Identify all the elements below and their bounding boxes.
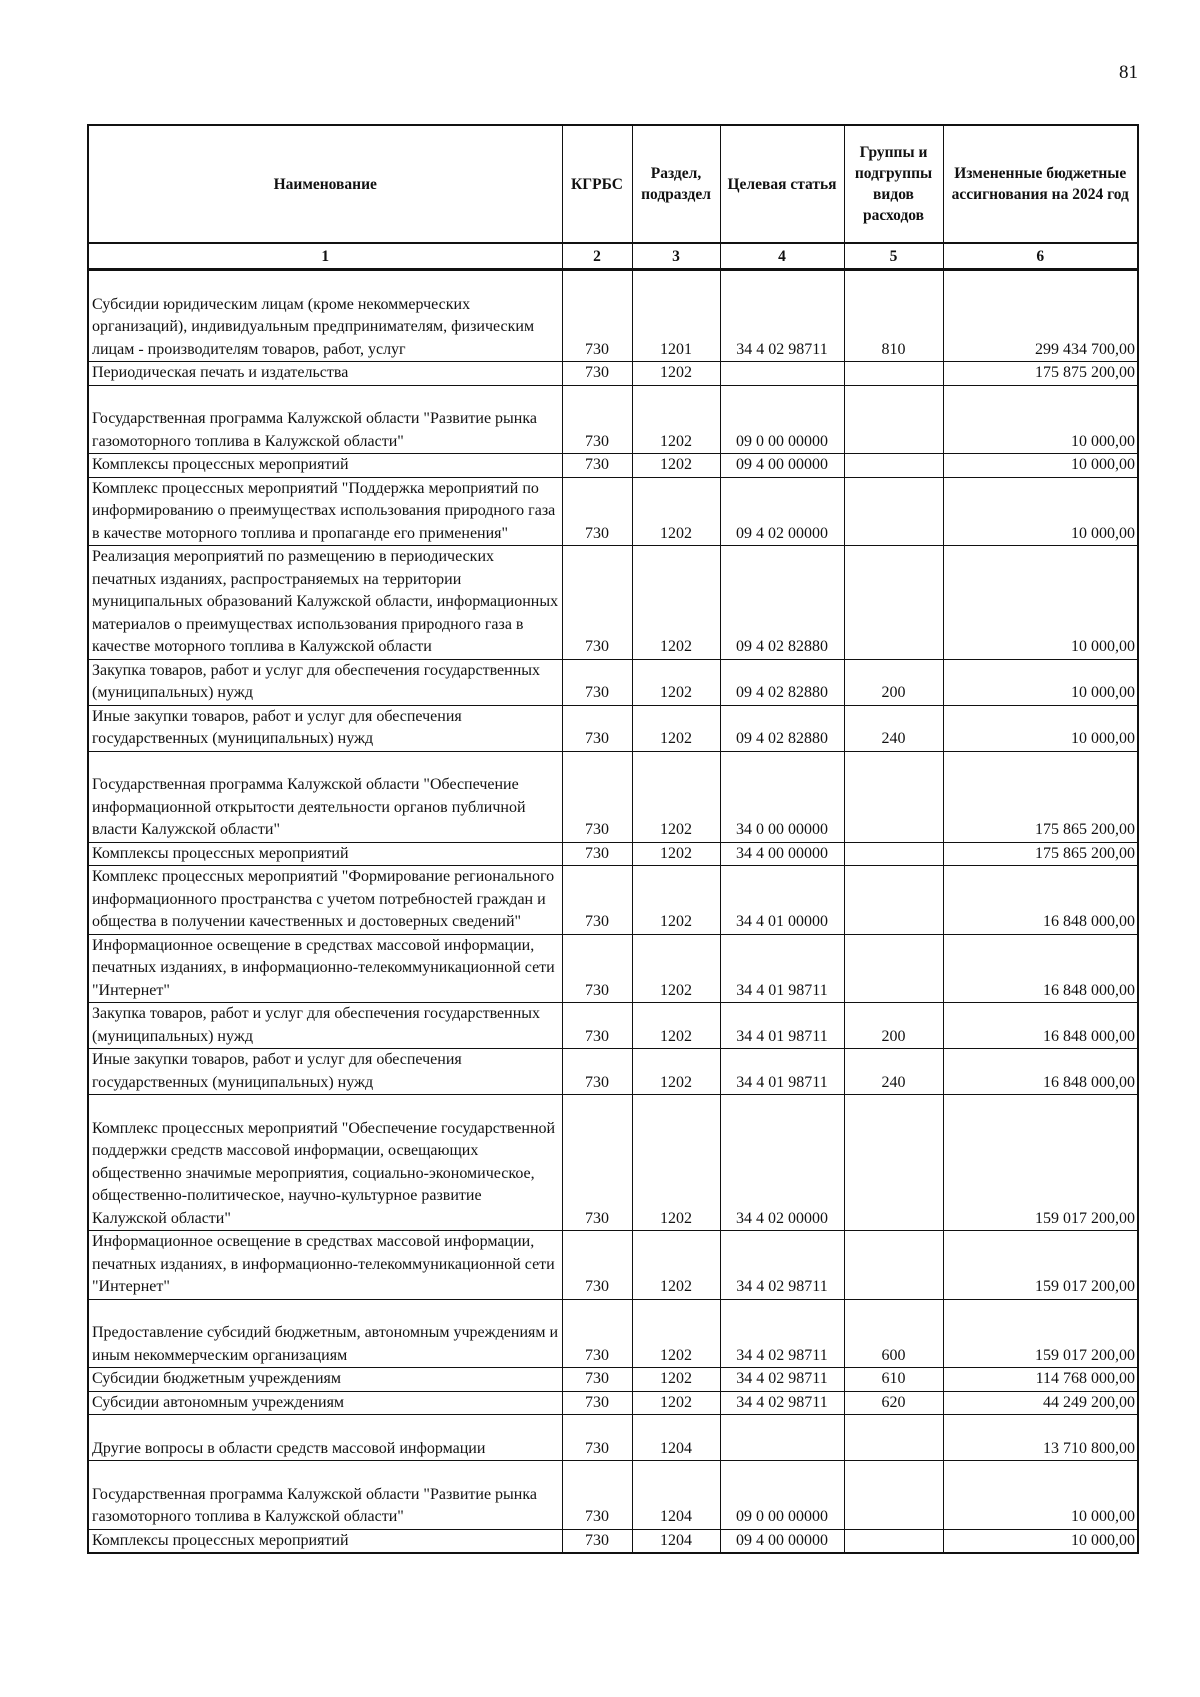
row-amount: [943, 1461, 1138, 1530]
row-amount: [943, 385, 1138, 454]
row-target-text: 34 0 00 00000: [736, 821, 828, 838]
row-target-text: 34 4 02 00000: [736, 1209, 828, 1227]
row-kgrbs-text: 730: [585, 638, 609, 655]
table-row: [88, 454, 1138, 478]
column-number: 5: [844, 243, 943, 270]
row-amount-text: 16 848 000,00: [1043, 1073, 1135, 1091]
row-amount-text: 114 768 000,00: [1035, 1370, 1135, 1387]
row-target: [720, 1415, 844, 1461]
row-target: [720, 1299, 844, 1368]
row-section-text: 1202: [660, 432, 692, 450]
row-kgrbs-text: 730: [585, 364, 609, 381]
row-target-text: 34 4 02 98711: [736, 1346, 828, 1364]
row-target: [720, 705, 844, 751]
row-amount: [943, 270, 1138, 362]
row-expense-group: [844, 1391, 943, 1415]
row-target-text: 34 4 01 98711: [736, 981, 828, 999]
row-amount-text: 10 000,00: [1071, 1531, 1135, 1549]
row-kgrbs: [562, 385, 632, 454]
row-name-text: Субсидии юридическим лицам (кроме некоммерческих организаций), индивидуальным предпринимателям, физическим лицам - производителям товаров, работ, услуг: [92, 295, 535, 358]
row-target: [720, 1231, 844, 1300]
table-row: [88, 1529, 1138, 1553]
row-target: [720, 1461, 844, 1530]
row-amount-text: 10 000,00: [1071, 432, 1135, 450]
row-section: [632, 270, 720, 362]
row-expense-group: [844, 751, 943, 842]
row-name-text: Информационное освещение в средствах массовой информации, печатных изданиях, в информационно-телекоммуникационной сети "Интернет": [92, 936, 555, 999]
column-number: 4: [720, 243, 844, 270]
row-target-text: 34 4 01 98711: [736, 1073, 828, 1091]
row-kgrbs-text: 730: [585, 1209, 609, 1227]
row-kgrbs-text: 730: [585, 1508, 609, 1525]
row-expense-group: [844, 546, 943, 660]
row-section: [632, 362, 720, 386]
row-name: [88, 1049, 562, 1095]
row-section-text: 1204: [660, 1531, 692, 1549]
row-kgrbs: [562, 659, 632, 705]
row-section: [632, 1231, 720, 1300]
row-section-text: 1204: [660, 1439, 692, 1457]
row-amount-text: 10 000,00: [1071, 638, 1135, 655]
row-name: [88, 842, 562, 866]
column-number: 1: [88, 243, 562, 270]
row-section: [632, 1299, 720, 1368]
row-expense-group: [844, 934, 943, 1003]
row-amount: [943, 1391, 1138, 1415]
row-amount: [943, 751, 1138, 842]
row-section: [632, 1415, 720, 1461]
row-name-text: Государственная программа Калужской области "Развитие рынка газомоторного топлива в Калужской области": [92, 1485, 537, 1525]
row-kgrbs-text: 730: [585, 1370, 609, 1387]
row-kgrbs: [562, 1415, 632, 1461]
row-target-text: 09 4 00 00000: [736, 1531, 828, 1549]
row-target: [720, 454, 844, 478]
row-kgrbs-text: 730: [585, 524, 609, 542]
row-expense-group-text: 240: [881, 1073, 906, 1091]
row-expense-group: [844, 1529, 943, 1553]
budget-table: [87, 124, 1139, 1554]
row-section: [632, 477, 720, 546]
row-name: [88, 1003, 562, 1049]
row-kgrbs-text: 730: [585, 1393, 609, 1411]
row-target: [720, 546, 844, 660]
row-name: [88, 546, 562, 660]
row-target-text: 34 4 00 00000: [736, 844, 828, 862]
table-row: [88, 866, 1138, 935]
row-amount-text: 159 017 200,00: [1035, 1278, 1135, 1295]
row-section-text: 1202: [660, 1370, 692, 1387]
row-name: [88, 1231, 562, 1300]
row-section: [632, 546, 720, 660]
row-name: [88, 1391, 562, 1415]
row-target-text: 09 0 00 00000: [736, 432, 828, 450]
row-expense-group-text: 200: [881, 684, 906, 701]
row-name-text: Комплексы процессных мероприятий: [92, 844, 349, 862]
row-name: [88, 1461, 562, 1530]
row-kgrbs-text: 730: [585, 432, 609, 450]
row-expense-group-text: 200: [881, 1027, 906, 1045]
row-section-text: 1202: [660, 913, 692, 930]
row-name-text: Другие вопросы в области средств массовой информации: [92, 1439, 486, 1457]
row-name: [88, 385, 562, 454]
row-expense-group: [844, 454, 943, 478]
row-kgrbs: [562, 842, 632, 866]
row-amount: [943, 1415, 1138, 1461]
row-expense-group: [844, 362, 943, 386]
row-expense-group: [844, 1049, 943, 1095]
row-expense-group: [844, 270, 943, 362]
page-number: 81: [1119, 62, 1138, 83]
row-name: [88, 1529, 562, 1553]
header-name: Наименование: [88, 125, 562, 243]
table-row: [88, 1368, 1138, 1392]
row-amount-text: 159 017 200,00: [1035, 1209, 1135, 1227]
row-expense-group: [844, 1231, 943, 1300]
row-target-text: 34 4 02 98711: [736, 1278, 828, 1295]
row-amount: [943, 1095, 1138, 1231]
table-row: [88, 385, 1138, 454]
table-row: [88, 751, 1138, 842]
row-kgrbs-text: 730: [585, 1027, 609, 1045]
row-name: [88, 934, 562, 1003]
row-target-text: 34 4 01 98711: [736, 1027, 828, 1045]
row-target-text: 09 4 02 82880: [736, 638, 828, 655]
column-number: 2: [562, 243, 632, 270]
row-amount-text: 10 000,00: [1071, 524, 1135, 542]
row-amount: [943, 842, 1138, 866]
row-amount-text: 13 710 800,00: [1043, 1439, 1135, 1457]
row-target-text: 09 0 00 00000: [736, 1508, 828, 1525]
row-target-text: 34 4 02 98711: [736, 340, 828, 358]
table-row: [88, 659, 1138, 705]
table-row: [88, 1231, 1138, 1300]
row-name-text: Информационное освещение в средствах массовой информации, печатных изданиях, в информационно-телекоммуникационной сети "Интернет": [92, 1233, 555, 1295]
row-expense-group: [844, 1299, 943, 1368]
row-target: [720, 1368, 844, 1392]
row-kgrbs: [562, 1095, 632, 1231]
row-amount: [943, 1231, 1138, 1300]
row-kgrbs-text: 730: [585, 844, 609, 862]
row-kgrbs-text: 730: [585, 1073, 609, 1091]
table-row: [88, 1391, 1138, 1415]
row-kgrbs: [562, 1368, 632, 1392]
row-name-text: Комплекс процессных мероприятий "Поддержка мероприятий по информированию о преимуществах использования природного газа в качестве моторного топлива и пропаганде его применения": [92, 479, 556, 542]
row-section: [632, 1049, 720, 1095]
row-section-text: 1202: [660, 638, 692, 655]
header-kgrbs: КГРБС: [562, 125, 632, 243]
row-name: [88, 477, 562, 546]
row-kgrbs: [562, 1003, 632, 1049]
table-row: [88, 1461, 1138, 1530]
row-section: [632, 1003, 720, 1049]
row-kgrbs-text: 730: [585, 684, 609, 701]
row-name-text: Реализация мероприятий по размещению в периодических печатных изданиях, распространяемых на территории муниципальных образований Калужской области, информационных материалов о преимуществах использования природного газа в качестве моторного топлива в Калужской области: [92, 548, 559, 655]
table-row: [88, 1049, 1138, 1095]
row-name: [88, 751, 562, 842]
row-target: [720, 477, 844, 546]
row-expense-group-text: 240: [881, 730, 906, 747]
row-amount-text: 10 000,00: [1071, 1508, 1135, 1525]
row-name: [88, 1299, 562, 1368]
row-name-text: Закупка товаров, работ и услуг для обеспечения государственных (муниципальных) нужд: [92, 1005, 541, 1045]
row-amount: [943, 934, 1138, 1003]
row-kgrbs: [562, 1049, 632, 1095]
row-name: [88, 705, 562, 751]
row-section: [632, 705, 720, 751]
row-amount-text: 175 875 200,00: [1035, 364, 1135, 381]
row-section: [632, 454, 720, 478]
row-name-text: Закупка товаров, работ и услуг для обеспечения государственных (муниципальных) нужд: [92, 661, 541, 701]
row-expense-group: [844, 385, 943, 454]
header-target: Целевая статья: [720, 125, 844, 243]
row-target-text: 34 4 02 98711: [736, 1370, 828, 1387]
row-target-text: 34 4 02 98711: [736, 1393, 828, 1411]
row-section-text: 1202: [660, 684, 692, 701]
row-kgrbs: [562, 1299, 632, 1368]
row-kgrbs-text: 730: [585, 981, 609, 999]
budget-table-container: [87, 124, 1137, 1554]
row-name-text: Комплексы процессных мероприятий: [92, 456, 349, 473]
row-spacer: [92, 386, 559, 409]
row-name-text: Государственная программа Калужской области "Развитие рынка газомоторного топлива в Калужской области": [92, 410, 537, 450]
row-kgrbs-text: 730: [585, 821, 609, 838]
row-spacer: [92, 271, 559, 294]
row-kgrbs-text: 730: [585, 456, 609, 473]
table-row: [88, 705, 1138, 751]
row-section-text: 1202: [660, 524, 692, 542]
row-kgrbs: [562, 546, 632, 660]
row-amount-text: 16 848 000,00: [1043, 981, 1135, 999]
table-body: [88, 270, 1138, 1554]
row-amount-text: 299 434 700,00: [1035, 340, 1135, 358]
row-spacer: [92, 752, 559, 775]
row-section-text: 1202: [660, 821, 692, 838]
row-amount: [943, 1368, 1138, 1392]
table-row: [88, 270, 1138, 362]
row-kgrbs: [562, 1461, 632, 1530]
row-name: [88, 659, 562, 705]
row-kgrbs: [562, 362, 632, 386]
row-name-text: Субсидии бюджетным учреждениям: [92, 1370, 341, 1387]
row-target: [720, 842, 844, 866]
row-expense-group-text: 620: [881, 1393, 906, 1411]
row-kgrbs-text: 730: [585, 1346, 609, 1364]
row-name-text: Субсидии автономным учреждениям: [92, 1393, 345, 1411]
row-name-text: Предоставление субсидий бюджетным, автономным учреждениям и иным некоммерческим организациям: [92, 1324, 559, 1364]
row-kgrbs: [562, 1231, 632, 1300]
row-amount: [943, 1299, 1138, 1368]
table-row: [88, 1095, 1138, 1231]
table-row: [88, 1415, 1138, 1461]
row-expense-group: [844, 1095, 943, 1231]
header-amount: Измененные бюджетные ассигнования на 2024 год: [943, 125, 1138, 243]
row-spacer: [92, 1415, 559, 1438]
row-kgrbs-text: 730: [585, 340, 609, 358]
header-section: Раздел, подраздел: [632, 125, 720, 243]
row-amount: [943, 1003, 1138, 1049]
table-header: [88, 125, 1138, 270]
row-amount: [943, 546, 1138, 660]
row-amount: [943, 705, 1138, 751]
row-target-text: 09 4 02 82880: [736, 730, 828, 747]
row-section: [632, 1461, 720, 1530]
row-expense-group: [844, 866, 943, 935]
row-name: [88, 866, 562, 935]
table-row: [88, 1299, 1138, 1368]
row-kgrbs: [562, 1391, 632, 1415]
row-name: [88, 270, 562, 362]
row-section: [632, 866, 720, 935]
row-spacer: [92, 1461, 559, 1484]
row-amount-text: 44 249 200,00: [1043, 1393, 1135, 1411]
row-section: [632, 934, 720, 1003]
row-section-text: 1202: [660, 1209, 692, 1227]
row-target-text: 09 4 02 82880: [736, 684, 828, 701]
row-section: [632, 1529, 720, 1553]
row-kgrbs-text: 730: [585, 1278, 609, 1295]
row-kgrbs: [562, 866, 632, 935]
table-row: [88, 362, 1138, 386]
row-section-text: 1202: [660, 1278, 692, 1295]
row-section-text: 1202: [660, 1027, 692, 1045]
row-target-text: 09 4 00 00000: [736, 456, 828, 473]
row-target: [720, 1049, 844, 1095]
row-expense-group: [844, 1415, 943, 1461]
row-target: [720, 1003, 844, 1049]
row-spacer: [92, 1095, 559, 1118]
row-kgrbs: [562, 934, 632, 1003]
row-amount: [943, 477, 1138, 546]
row-kgrbs: [562, 270, 632, 362]
row-target: [720, 270, 844, 362]
row-target: [720, 659, 844, 705]
row-target: [720, 866, 844, 935]
row-target: [720, 934, 844, 1003]
row-amount-text: 175 865 200,00: [1035, 844, 1135, 862]
column-number: 3: [632, 243, 720, 270]
row-expense-group: [844, 1461, 943, 1530]
row-amount: [943, 454, 1138, 478]
row-amount: [943, 1049, 1138, 1095]
row-expense-group-text: 810: [881, 340, 906, 358]
row-section: [632, 842, 720, 866]
row-target: [720, 1391, 844, 1415]
table-row: [88, 546, 1138, 660]
row-amount-text: 16 848 000,00: [1043, 1027, 1135, 1045]
row-section-text: 1202: [660, 1346, 692, 1364]
row-amount-text: 10 000,00: [1071, 730, 1135, 747]
table-row: [88, 477, 1138, 546]
row-expense-group: [844, 1368, 943, 1392]
column-number: 6: [943, 243, 1138, 270]
row-amount-text: 10 000,00: [1071, 684, 1135, 701]
row-target-text: 09 4 02 00000: [736, 524, 828, 542]
row-kgrbs: [562, 1529, 632, 1553]
row-section-text: 1204: [660, 1508, 692, 1525]
row-section: [632, 751, 720, 842]
table-row: [88, 1003, 1138, 1049]
row-expense-group: [844, 842, 943, 866]
row-kgrbs: [562, 454, 632, 478]
table-row: [88, 842, 1138, 866]
row-expense-group: [844, 705, 943, 751]
row-section: [632, 1368, 720, 1392]
row-name-text: Периодическая печать и издательства: [92, 364, 349, 381]
row-kgrbs-text: 730: [585, 913, 609, 930]
row-name-text: Иные закупки товаров, работ и услуг для обеспечения государственных (муниципальных) нужд: [92, 1051, 462, 1091]
row-section-text: 1202: [660, 1073, 692, 1091]
row-amount-text: 10 000,00: [1071, 456, 1135, 473]
row-kgrbs-text: 730: [585, 1439, 609, 1457]
row-name-text: Комплекс процессных мероприятий "Формирование регионального информационного пространства с учетом потребностей граждан и общества в получении качественных и достоверных сведений": [92, 868, 555, 930]
row-spacer: [92, 1300, 559, 1323]
row-section: [632, 385, 720, 454]
row-section: [632, 1391, 720, 1415]
row-section-text: 1202: [660, 981, 692, 999]
row-name-text: Комплексы процессных мероприятий: [92, 1531, 349, 1549]
row-expense-group-text: 600: [881, 1346, 906, 1364]
row-section-text: 1202: [660, 844, 692, 862]
row-target: [720, 385, 844, 454]
row-kgrbs-text: 730: [585, 730, 609, 747]
row-section-text: 1202: [660, 364, 692, 381]
row-target: [720, 751, 844, 842]
row-target: [720, 362, 844, 386]
row-target-text: 34 4 01 00000: [736, 913, 828, 930]
row-name-text: Комплекс процессных мероприятий "Обеспечение государственной поддержки средств массовой информации, освещающих общественно значимые мероприятия, социально-экономическое, общественно-политическое, научно-культурное развитие Калужской области": [92, 1119, 556, 1227]
row-amount: [943, 1529, 1138, 1553]
row-section-text: 1202: [660, 730, 692, 747]
row-name-text: Иные закупки товаров, работ и услуг для обеспечения государственных (муниципальных) нужд: [92, 707, 462, 747]
row-expense-group: [844, 1003, 943, 1049]
row-name: [88, 454, 562, 478]
row-target: [720, 1095, 844, 1231]
row-section-text: 1202: [660, 1393, 692, 1411]
row-target: [720, 1529, 844, 1553]
row-amount-text: 16 848 000,00: [1043, 913, 1135, 930]
row-name: [88, 1415, 562, 1461]
row-amount: [943, 866, 1138, 935]
row-expense-group: [844, 659, 943, 705]
row-kgrbs-text: 730: [585, 1531, 609, 1549]
row-expense-group-text: 610: [881, 1370, 906, 1387]
row-kgrbs: [562, 477, 632, 546]
row-kgrbs: [562, 705, 632, 751]
row-section: [632, 659, 720, 705]
header-groups: Группы и подгруппы видов расходов: [844, 125, 943, 243]
row-amount-text: 159 017 200,00: [1035, 1346, 1135, 1364]
row-amount: [943, 362, 1138, 386]
row-amount-text: 175 865 200,00: [1035, 821, 1135, 838]
row-name: [88, 1095, 562, 1231]
row-section-text: 1201: [660, 340, 692, 358]
row-section-text: 1202: [660, 456, 692, 473]
row-name-text: Государственная программа Калужской области "Обеспечение информационной открытости деятельности органов публичной власти Калужской области": [92, 776, 526, 838]
row-amount: [943, 659, 1138, 705]
row-kgrbs: [562, 751, 632, 842]
row-name: [88, 362, 562, 386]
row-expense-group: [844, 477, 943, 546]
row-name: [88, 1368, 562, 1392]
row-section: [632, 1095, 720, 1231]
table-row: [88, 934, 1138, 1003]
